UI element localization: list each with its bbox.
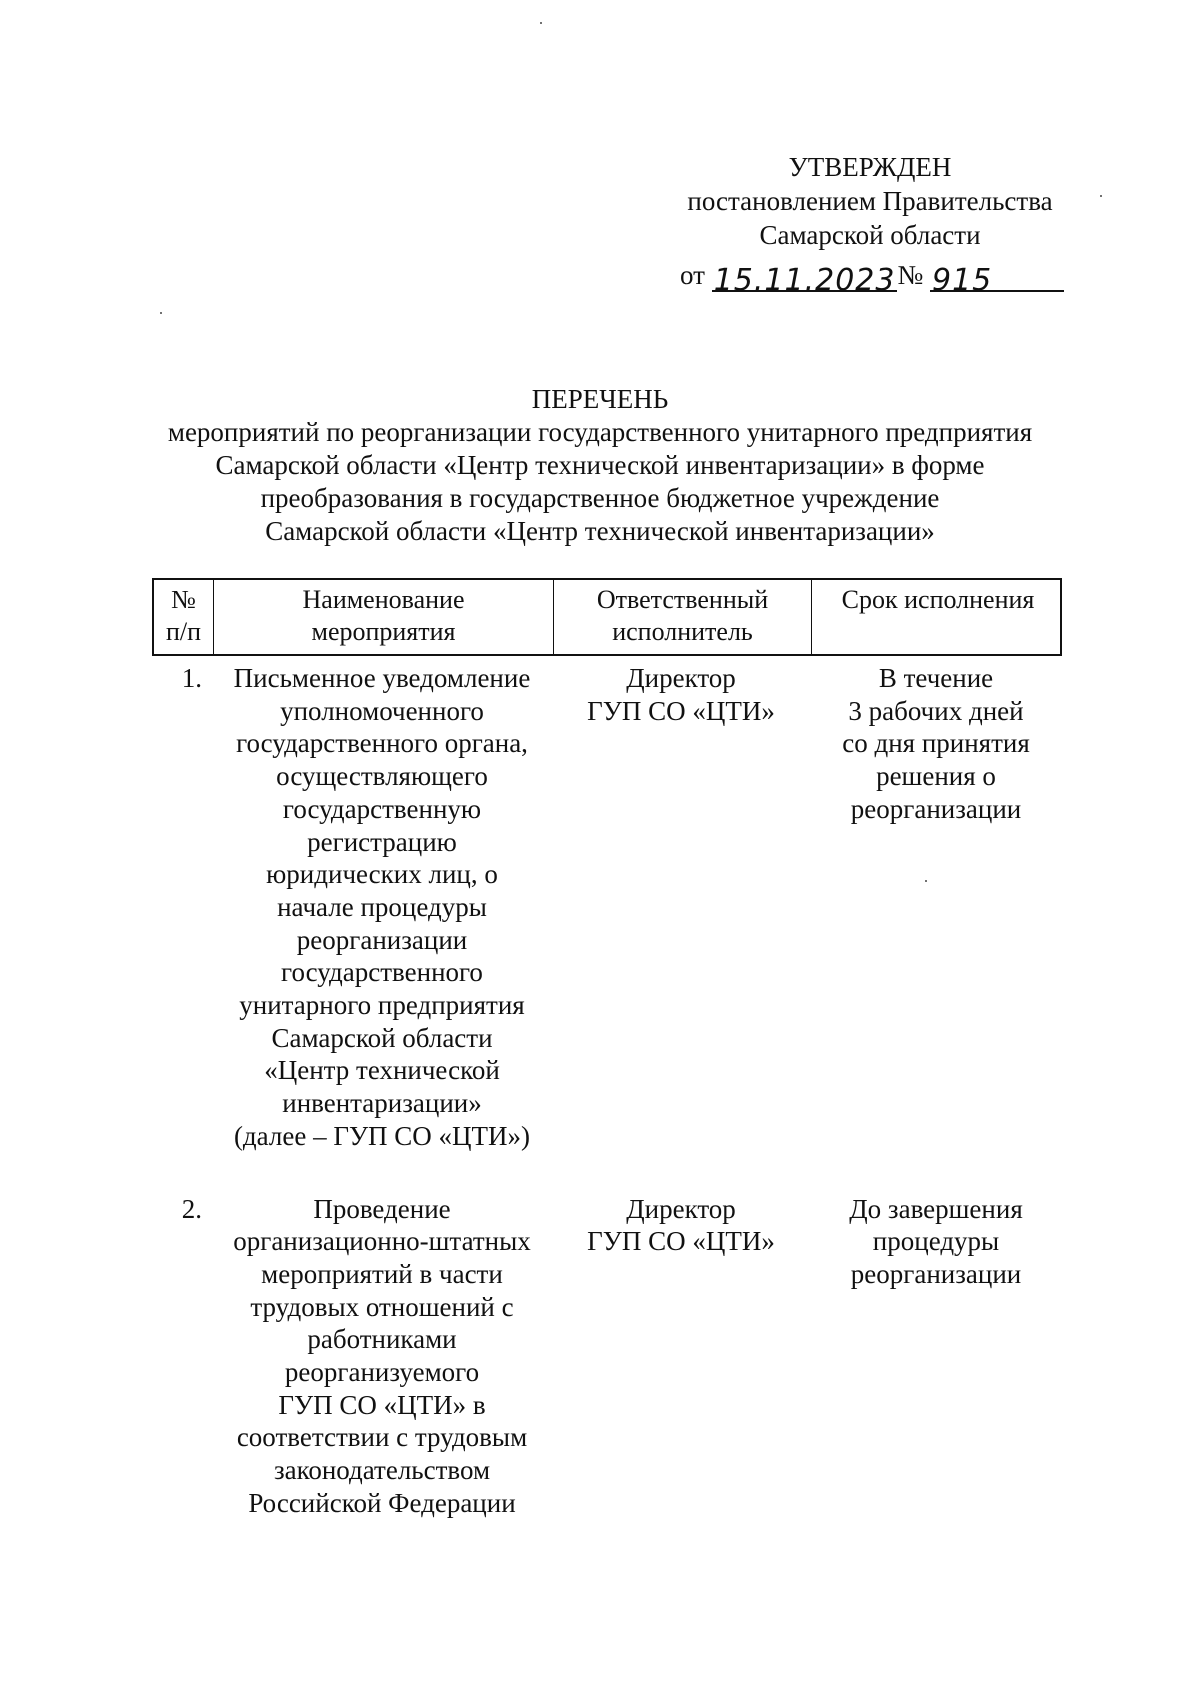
heading-line: мероприятий по реорганизации государственного унитарного предприятия xyxy=(167,417,1033,447)
approval-line: постановлением Правительства xyxy=(687,186,1053,216)
cell-text-line: юридических лиц, о xyxy=(266,859,498,890)
scan-speck xyxy=(160,312,162,314)
header-text: п/п xyxy=(165,617,202,646)
row-name-cell xyxy=(212,662,552,1153)
header-cell-name xyxy=(214,580,554,654)
measures-table xyxy=(152,578,1062,1520)
cell-text-line: реорганизуемого xyxy=(284,1357,480,1388)
approval-date-line xyxy=(660,258,1080,298)
cell-text-line: регистрацию xyxy=(307,826,457,857)
handwritten-number: 915 xyxy=(932,263,993,298)
cell-text-line: 3 рабочих дней xyxy=(848,695,1024,726)
cell-text-line: Письменное уведомление xyxy=(233,663,531,693)
scan-speck xyxy=(540,22,542,24)
document-title: ПЕРЕЧЕНЬ xyxy=(531,384,669,414)
header-cell-executor xyxy=(554,580,812,654)
table-row xyxy=(152,1193,1062,1520)
cell-text-line: Российской Федерации xyxy=(248,1487,516,1518)
handwritten-date: 15.11.2023 xyxy=(713,263,896,298)
date-prefix: от xyxy=(680,260,705,290)
row-executor-cell xyxy=(552,662,810,1153)
header-text: исполнитель xyxy=(612,617,753,646)
cell-text-line: со дня принятия xyxy=(842,728,1030,759)
cell-text-line: организационно-штатных xyxy=(233,1226,531,1257)
cell-text-line: уполномоченного xyxy=(280,695,484,726)
cell-text-line: реорганизации xyxy=(296,924,468,955)
row-deadline-cell xyxy=(810,1193,1062,1520)
cell-text-line: Директор xyxy=(626,663,736,693)
row-name-cell xyxy=(212,1193,552,1520)
cell-text-line: (далее – ГУП СО «ЦТИ») xyxy=(233,1120,531,1151)
cell-text-line: осуществляющего xyxy=(276,761,488,792)
cell-text-line: реорганизации xyxy=(850,1258,1022,1289)
row-number: 1. xyxy=(181,663,202,693)
cell-text-line: законодательством xyxy=(273,1455,491,1486)
cell-text-line: процедуры xyxy=(872,1226,1000,1257)
cell-text-line: начале процедуры xyxy=(277,891,487,922)
heading-line: преобразования в государственное бюджетное учреждение xyxy=(260,483,940,513)
header-text: № xyxy=(171,585,196,614)
cell-text-line: ГУП СО «ЦТИ» xyxy=(587,695,775,726)
table-row xyxy=(152,662,1062,1153)
cell-text-line: государственного xyxy=(281,957,483,988)
cell-text-line: государственную xyxy=(282,793,482,824)
table-header xyxy=(152,578,1062,656)
approval-block xyxy=(660,150,1080,298)
header-text: Срок исполнения xyxy=(841,585,1035,614)
cell-text-line: соответствии с трудовым xyxy=(236,1422,528,1453)
cell-text-line: трудовых отношений с xyxy=(250,1291,514,1322)
cell-text-line: решения о xyxy=(876,761,996,792)
cell-text-line: инвентаризации» xyxy=(282,1088,482,1119)
scan-speck xyxy=(925,880,927,882)
cell-text-line: работниками xyxy=(307,1324,457,1355)
header-text: Наименование xyxy=(302,585,465,614)
cell-text-line: До завершения xyxy=(849,1193,1023,1224)
row-executor-cell xyxy=(552,1193,810,1520)
heading-line: Самарской области «Центр технической инвентаризации» xyxy=(265,516,935,546)
heading-line: Самарской области «Центр технической инвентаризации» в форме xyxy=(215,450,985,480)
header-text: мероприятия xyxy=(311,617,456,646)
row-number: 2. xyxy=(181,1193,202,1224)
scan-speck xyxy=(1100,195,1102,197)
cell-text-line: Проведение xyxy=(313,1193,451,1224)
cell-text-line: «Центр технической xyxy=(264,1055,500,1086)
cell-text-line: реорганизации xyxy=(850,793,1022,824)
cell-text-line: государственного органа, xyxy=(236,728,528,759)
document-heading xyxy=(100,383,1100,548)
cell-text-line: ГУП СО «ЦТИ» xyxy=(587,1226,775,1257)
header-cell-deadline xyxy=(812,580,1064,654)
number-sign: № xyxy=(897,260,924,290)
cell-text-line: ГУП СО «ЦТИ» в xyxy=(278,1389,486,1420)
table-body xyxy=(152,662,1062,1520)
header-text: Ответственный xyxy=(596,585,769,614)
cell-text-line: Самарской области xyxy=(271,1022,493,1053)
cell-text-line: Директор xyxy=(626,1193,736,1224)
cell-text-line: В течение xyxy=(878,663,994,693)
row-deadline-cell xyxy=(810,662,1062,1153)
number-field xyxy=(930,263,1064,298)
header-cell-number xyxy=(154,580,214,654)
approval-line: Самарской области xyxy=(759,220,981,250)
cell-text-line: мероприятий в части xyxy=(261,1258,503,1289)
approval-title: УТВЕРЖДЕН xyxy=(788,152,952,182)
cell-text-line: унитарного предприятия xyxy=(239,990,525,1021)
date-field xyxy=(712,263,898,298)
